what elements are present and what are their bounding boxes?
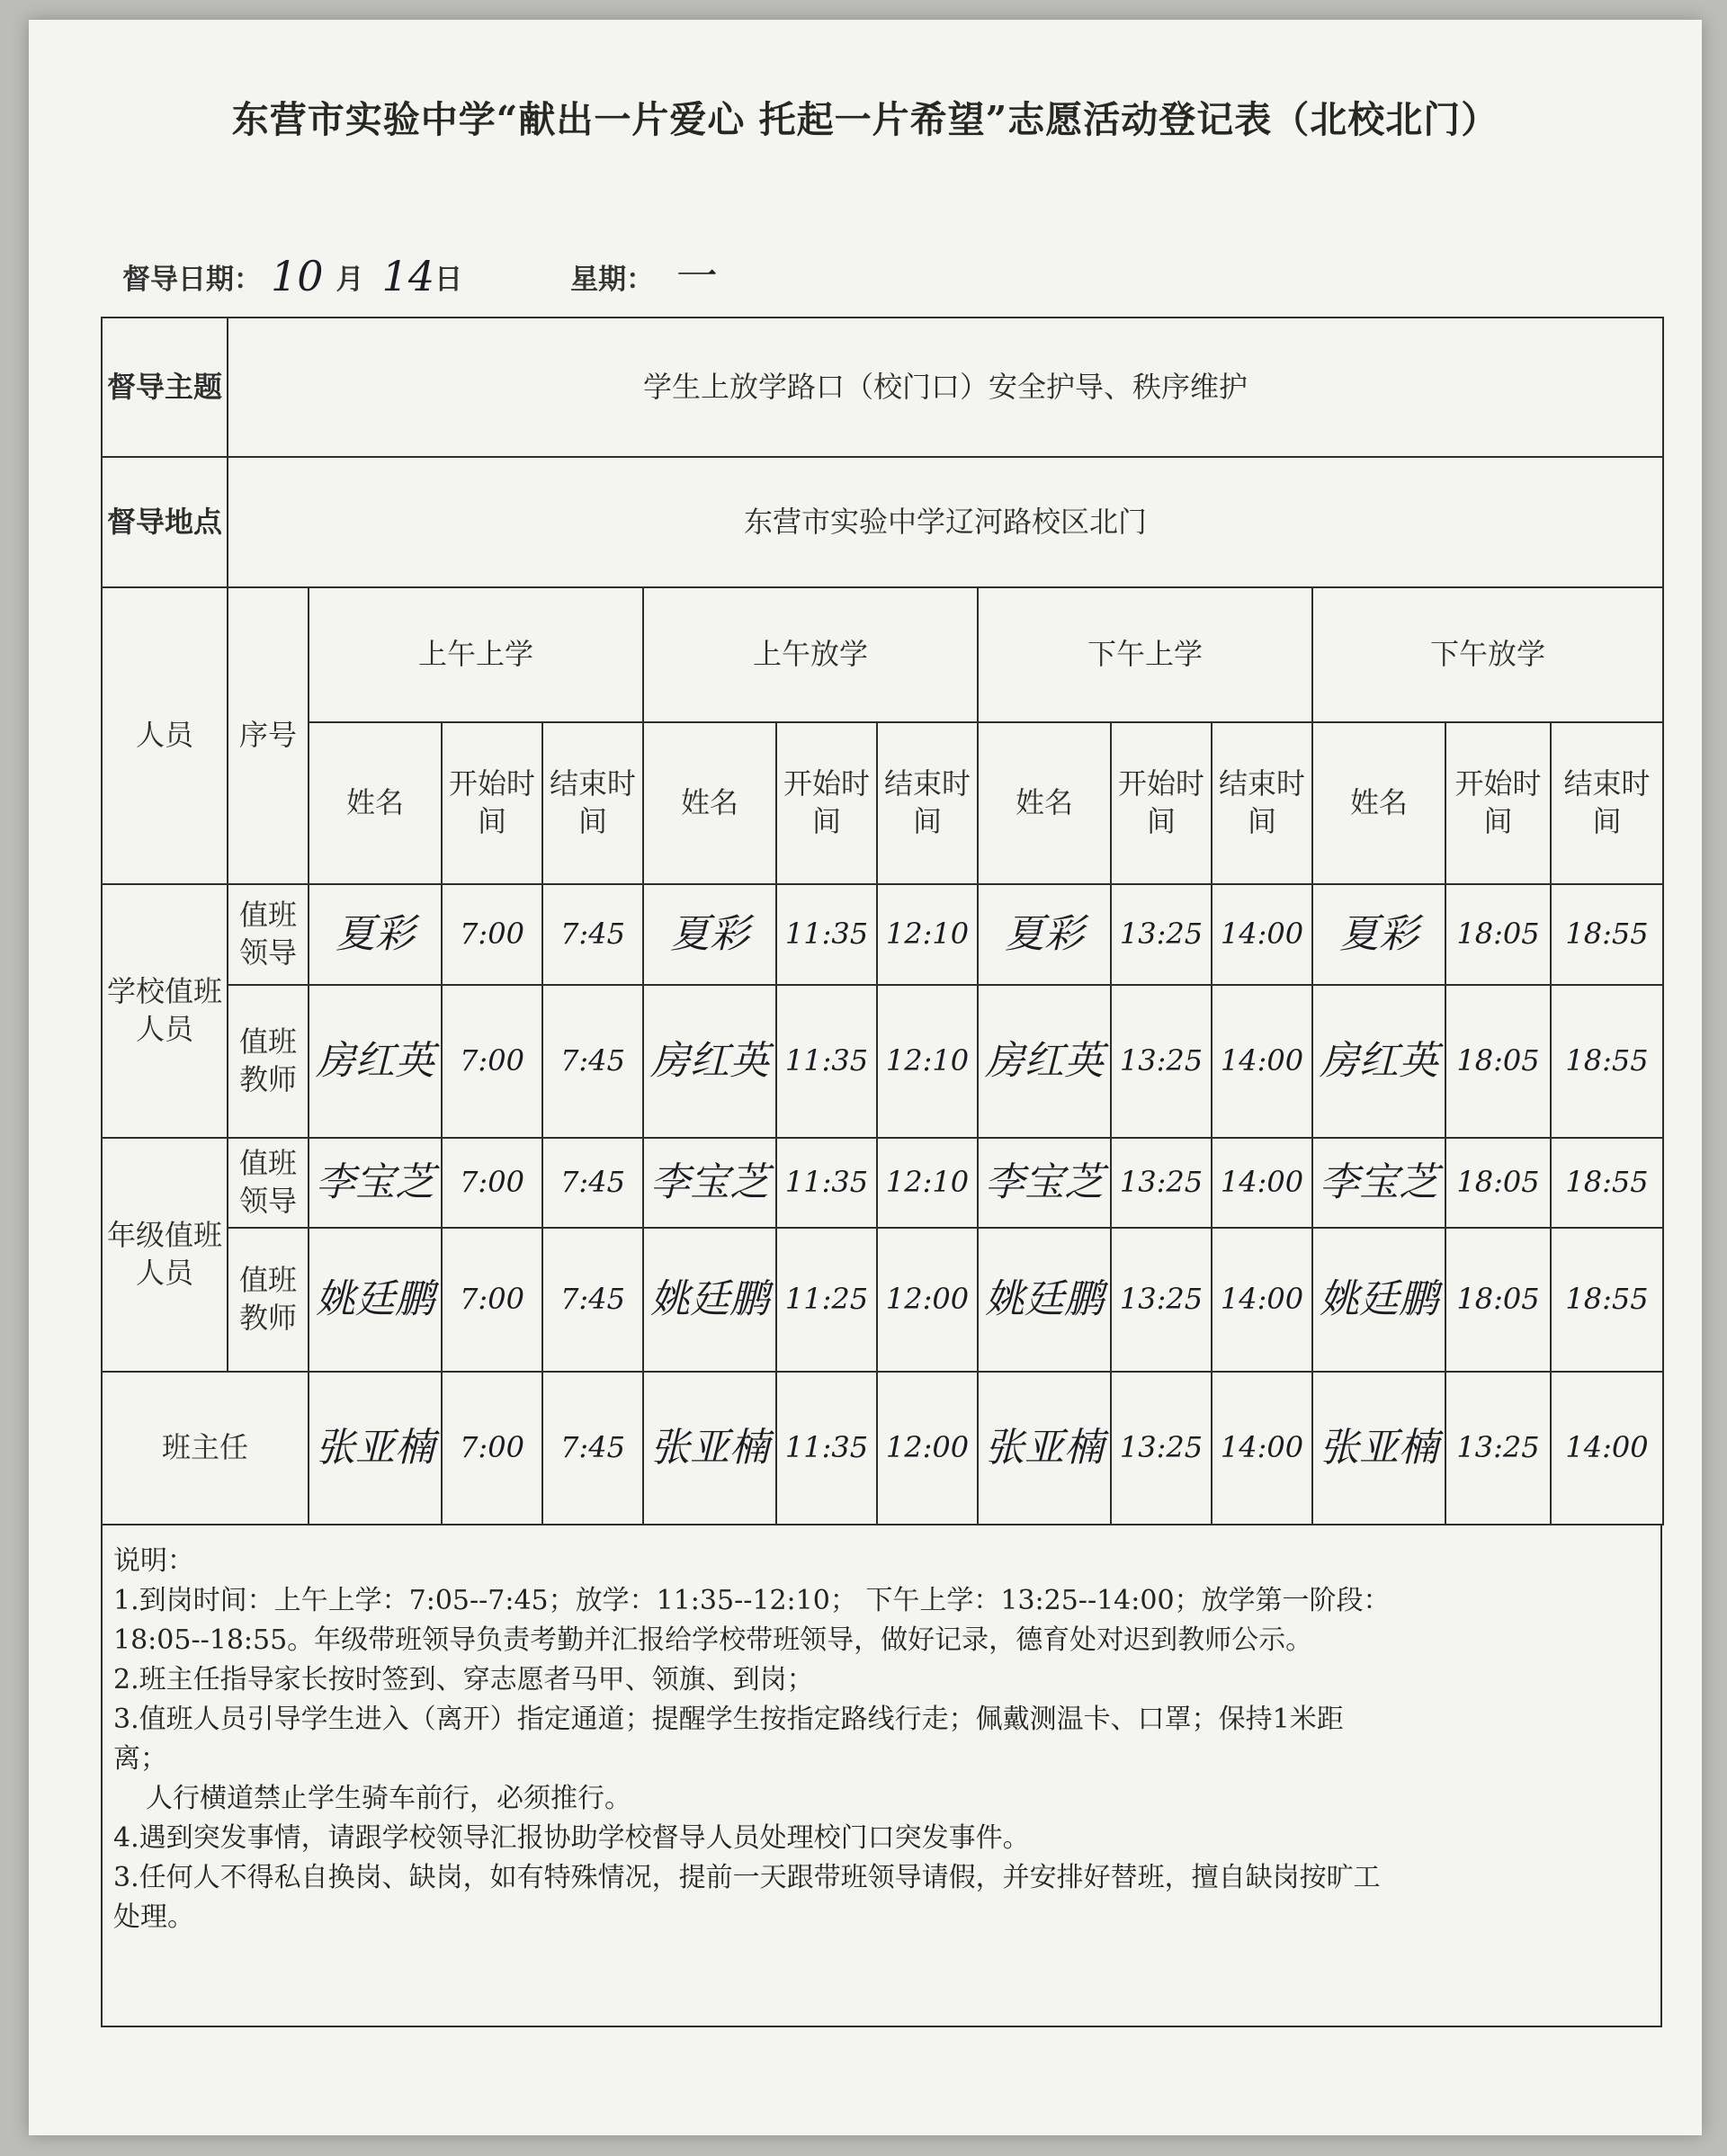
end-time-cell: 12:10 <box>877 884 978 985</box>
end-time-header: 结束时间 <box>542 722 643 884</box>
location-label: 督导地点 <box>102 457 228 587</box>
start-time-cell: 13:25 <box>1111 884 1212 985</box>
date-label: 督导日期： <box>122 264 262 296</box>
date-line <box>122 243 714 300</box>
index-header: 序号 <box>228 587 309 884</box>
end-time-cell: 7:45 <box>542 884 643 985</box>
start-time-cell: 11:35 <box>776 985 877 1138</box>
end-time-cell: 14:00 <box>1212 1138 1312 1228</box>
start-time-cell: 13:25 <box>1111 1228 1212 1372</box>
end-time-header: 结束时间 <box>877 722 978 884</box>
name-cell: 房红英 <box>1312 985 1445 1138</box>
end-time-header: 结束时间 <box>1551 722 1663 884</box>
topic-value: 学生上放学路口（校门口）安全护导、秩序维护 <box>228 318 1663 457</box>
notes-line: 人行横道禁止学生骑车前行，必须推行。 <box>146 1783 631 1814</box>
notes-line: 18:05--18:55。年级带班领导负责考勤并汇报给学校带班领导，做好记录，德育处对迟到教师公示。 <box>113 1624 1313 1656</box>
name-cell: 夏彩 <box>1312 884 1445 985</box>
period-header: 下午上学 <box>978 587 1312 722</box>
name-cell: 夏彩 <box>309 884 442 985</box>
end-time-cell: 7:45 <box>542 985 643 1138</box>
start-time-cell: 13:25 <box>1111 1138 1212 1228</box>
date-day-unit: 日 <box>434 264 463 296</box>
end-time-cell: 18:55 <box>1551 1228 1663 1372</box>
start-time-cell: 7:00 <box>442 985 542 1138</box>
name-header: 姓名 <box>1312 722 1445 884</box>
name-cell: 李宝芝 <box>643 1138 776 1228</box>
end-time-cell: 14:00 <box>1212 985 1312 1138</box>
name-header: 姓名 <box>309 722 442 884</box>
notes-line: 3.值班人员引导学生进入（离开）指定通道；提醒学生按指定路线行走；佩戴测温卡、口罩；保持1米距 <box>113 1704 1344 1735</box>
start-time-cell: 18:05 <box>1445 1228 1551 1372</box>
start-time-cell: 18:05 <box>1445 985 1551 1138</box>
group-label-school: 学校值班人员 <box>102 884 228 1138</box>
end-time-cell: 14:00 <box>1212 1372 1312 1525</box>
end-time-cell: 7:45 <box>542 1372 643 1525</box>
start-time-cell: 18:05 <box>1445 884 1551 985</box>
name-cell: 张亚楠 <box>309 1372 442 1525</box>
start-time-cell: 13:25 <box>1445 1372 1551 1525</box>
date-month-unit: 月 <box>336 264 364 296</box>
start-time-cell: 11:35 <box>776 1138 877 1228</box>
start-time-cell: 13:25 <box>1111 985 1212 1138</box>
name-cell: 李宝芝 <box>978 1138 1111 1228</box>
name-cell: 姚廷鹏 <box>1312 1228 1445 1372</box>
name-cell: 夏彩 <box>643 884 776 985</box>
start-time-cell: 7:00 <box>442 884 542 985</box>
name-cell: 张亚楠 <box>978 1372 1111 1525</box>
start-time-cell: 11:25 <box>776 1228 877 1372</box>
end-time-cell: 14:00 <box>1551 1372 1663 1525</box>
start-time-cell: 11:35 <box>776 1372 877 1525</box>
registration-table <box>101 317 1664 1525</box>
end-time-header: 结束时间 <box>1212 722 1312 884</box>
name-cell: 姚廷鹏 <box>978 1228 1111 1372</box>
group-label-grade: 年级值班人员 <box>102 1138 228 1372</box>
location-value: 东营市实验中学辽河路校区北门 <box>228 457 1663 587</box>
weekday-label: 星期： <box>570 264 655 296</box>
form-title: 东营市实验中学“献出一片爱心 托起一片希望”志愿活动登记表（北校北门） <box>231 98 1499 141</box>
notes-line: 3.任何人不得私自换岗、缺岗，如有特殊情况，提前一天跟带班领导请假，并安排好替班，擅自缺岗按旷工 <box>113 1862 1381 1893</box>
end-time-cell: 12:00 <box>877 1372 978 1525</box>
name-header: 姓名 <box>643 722 776 884</box>
name-cell: 房红英 <box>978 985 1111 1138</box>
topic-label: 督导主题 <box>102 318 228 457</box>
name-cell: 李宝芝 <box>309 1138 442 1228</box>
period-header: 上午放学 <box>643 587 978 722</box>
personnel-header: 人员 <box>102 587 228 884</box>
name-cell: 夏彩 <box>978 884 1111 985</box>
start-time-cell: 7:00 <box>442 1372 542 1525</box>
weekday-value: 一 <box>672 252 714 300</box>
notes-section <box>101 1524 1662 2027</box>
start-time-cell: 18:05 <box>1445 1138 1551 1228</box>
start-time-header: 开始时间 <box>442 722 542 884</box>
notes-line: 离； <box>113 1743 167 1775</box>
end-time-cell: 12:10 <box>877 1138 978 1228</box>
end-time-cell: 18:55 <box>1551 884 1663 985</box>
notes-line: 4.遇到突发事情，请跟学校领导汇报协助学校督导人员处理校门口突发事件。 <box>113 1822 1030 1854</box>
period-header: 下午放学 <box>1312 587 1663 722</box>
start-time-cell: 11:35 <box>776 884 877 985</box>
end-time-cell: 12:10 <box>877 985 978 1138</box>
notes-line: 1.到岗时间：上午上学：7:05--7:45；放学：11:35--12:10； 下午上学：13:25--14:00；放学第一阶段： <box>113 1585 1391 1616</box>
name-cell: 房红英 <box>643 985 776 1138</box>
start-time-header: 开始时间 <box>1445 722 1551 884</box>
row-role: 值班教师 <box>228 1228 309 1372</box>
start-time-header: 开始时间 <box>776 722 877 884</box>
end-time-cell: 7:45 <box>542 1228 643 1372</box>
end-time-cell: 14:00 <box>1212 1228 1312 1372</box>
end-time-cell: 18:55 <box>1551 985 1663 1138</box>
date-day: 14 <box>381 252 435 300</box>
name-header: 姓名 <box>978 722 1111 884</box>
start-time-header: 开始时间 <box>1111 722 1212 884</box>
notes-line: 处理。 <box>113 1901 194 1933</box>
name-cell: 张亚楠 <box>1312 1372 1445 1525</box>
row-role: 值班领导 <box>228 884 309 985</box>
end-time-cell: 18:55 <box>1551 1138 1663 1228</box>
name-cell: 姚廷鹏 <box>309 1228 442 1372</box>
row-role: 值班教师 <box>228 985 309 1138</box>
head-teacher-label: 班主任 <box>102 1372 309 1525</box>
period-header: 上午上学 <box>309 587 643 722</box>
end-time-cell: 7:45 <box>542 1138 643 1228</box>
notes-line: 2.班主任指导家长按时签到、穿志愿者马甲、领旗、到岗； <box>113 1664 814 1695</box>
name-cell: 李宝芝 <box>1312 1138 1445 1228</box>
name-cell: 房红英 <box>309 985 442 1138</box>
start-time-cell: 13:25 <box>1111 1372 1212 1525</box>
start-time-cell: 7:00 <box>442 1138 542 1228</box>
end-time-cell: 14:00 <box>1212 884 1312 985</box>
start-time-cell: 7:00 <box>442 1228 542 1372</box>
form-sheet <box>29 20 1702 2135</box>
notes-heading: 说明： <box>113 1545 194 1577</box>
end-time-cell: 12:00 <box>877 1228 978 1372</box>
date-month: 10 <box>271 252 324 300</box>
name-cell: 张亚楠 <box>643 1372 776 1525</box>
row-role: 值班领导 <box>228 1138 309 1228</box>
name-cell: 姚廷鹏 <box>643 1228 776 1372</box>
